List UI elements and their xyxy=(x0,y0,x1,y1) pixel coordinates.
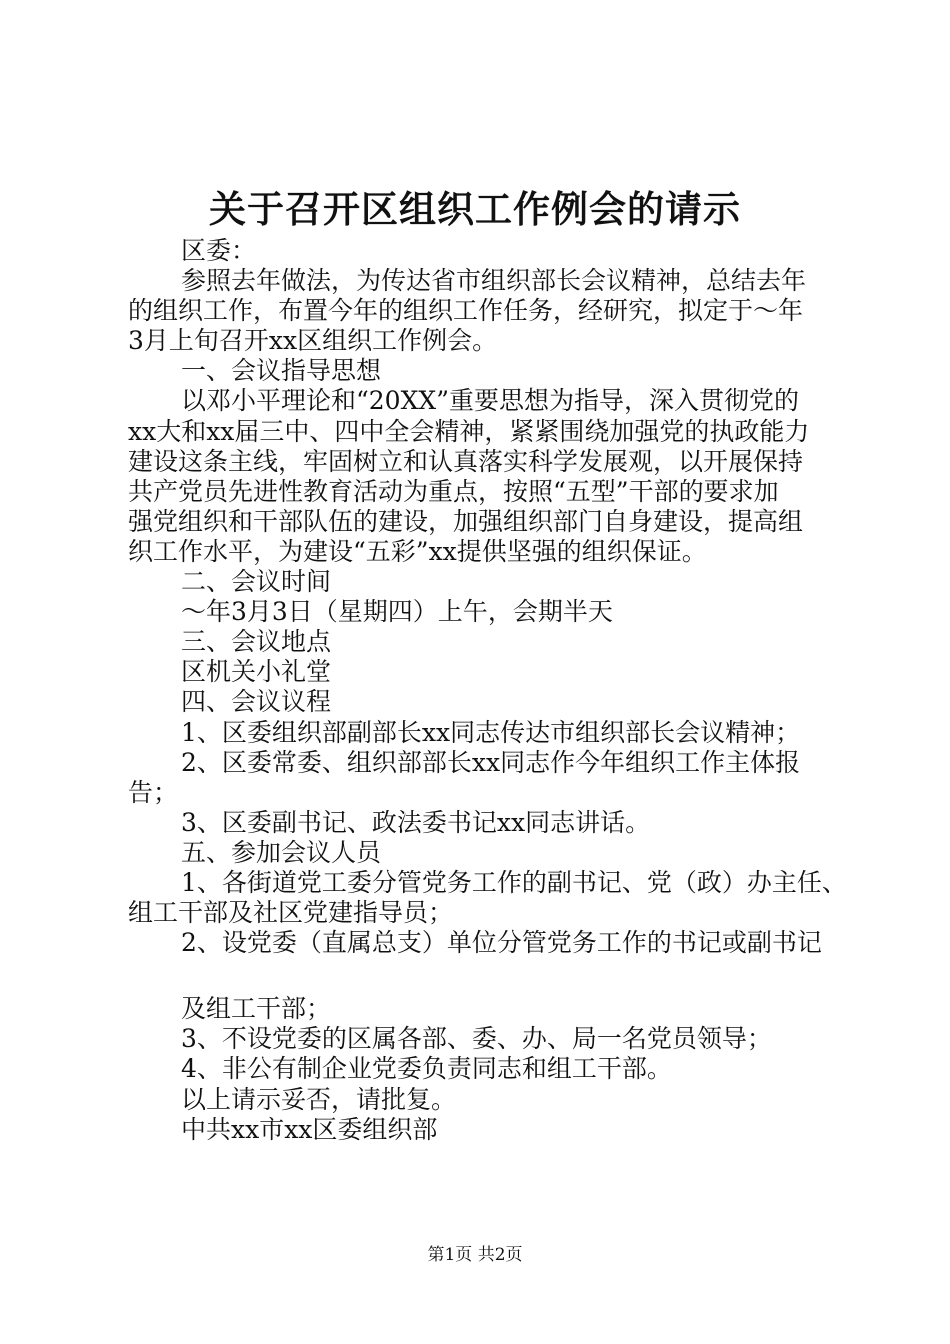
list-item: 2、设党委（直属总支）单位分管党务工作的书记或副书记 xyxy=(181,928,822,958)
paragraph-line: 参照去年做法，为传达省市组织部长会议精神，总结去年 xyxy=(181,266,807,296)
closing-request: 以上请示妥否，请批复。 xyxy=(181,1084,457,1114)
signature-org: 中共xx市xx区委组织部 xyxy=(181,1114,438,1144)
list-item-continuation: 告； xyxy=(128,777,179,807)
paragraph-line: ～年3月3日（星期四）上午，会期半天 xyxy=(181,597,613,627)
document-body xyxy=(128,236,847,1145)
list-item: 1、区委组织部副部长xx同志传达市组织部长会议精神； xyxy=(181,717,801,747)
list-item: 2、区委常委、组织部部长xx同志作今年组织工作主体报 xyxy=(181,747,801,777)
list-item: 1、各街道党工委分管党务工作的副书记、党（政）办主任、 xyxy=(181,867,847,897)
document-title: 关于召开区组织工作例会的请示 xyxy=(209,187,741,231)
paragraph-line: 的组织工作，布置今年的组织工作任务，经研究，拟定于～年 xyxy=(128,296,804,326)
list-item: 3、区委副书记、政法委书记xx同志讲话。 xyxy=(181,807,651,837)
paragraph-line: 织工作水平，为建设“五彩”xx提供坚强的组织保证。 xyxy=(128,536,707,566)
section-heading: 二、会议时间 xyxy=(181,567,332,597)
paragraph-line: 强党组织和干部队伍的建设，加强组织部门自身建设，提高组 xyxy=(128,506,804,536)
page-footer: 第1页 共2页 xyxy=(427,1245,523,1265)
paragraph-line: 共产党员先进性教育活动为重点，按照“五型”干部的要求加 xyxy=(128,476,779,506)
list-item: 3、不设党委的区属各部、委、办、局一名党员领导； xyxy=(181,1024,772,1054)
section-heading: 五、参加会议人员 xyxy=(181,837,382,867)
section-heading: 三、会议地点 xyxy=(181,627,332,657)
paragraph-line: 3月上旬召开xx区组织工作例会。 xyxy=(128,326,498,356)
salutation: 区委： xyxy=(181,236,257,265)
list-item-continuation: 组工干部及社区党建指导员； xyxy=(128,898,454,928)
list-item: 4、非公有制企业党委负责同志和组工干部。 xyxy=(181,1054,672,1084)
blank-line xyxy=(128,958,828,994)
list-item-continuation: 及组工干部； xyxy=(181,994,332,1024)
section-heading: 四、会议议程 xyxy=(181,687,332,717)
section-heading: 一、会议指导思想 xyxy=(181,356,382,386)
paragraph-line: 区机关小礼堂 xyxy=(181,657,332,687)
paragraph-line: 建设这条主线，牢固树立和认真落实科学发展观，以开展保持 xyxy=(128,446,804,476)
paragraph-line: 以邓小平理论和“20XX”重要思想为指导，深入贯彻党的 xyxy=(181,386,799,416)
paragraph-line: xx大和xx届三中、四中全会精神，紧紧围绕加强党的执政能力 xyxy=(128,416,810,446)
